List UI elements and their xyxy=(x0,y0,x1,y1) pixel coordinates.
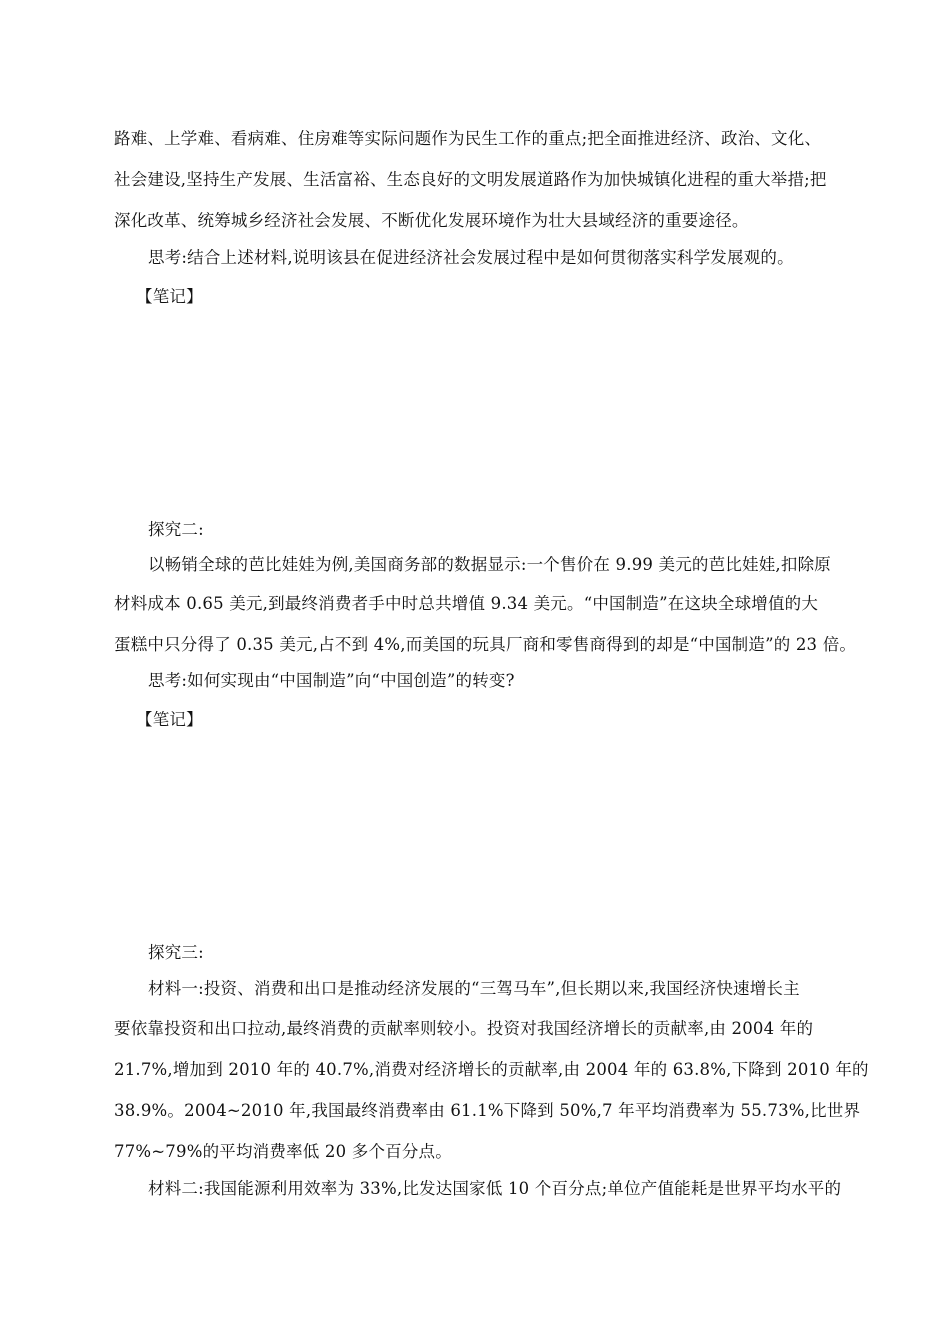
question-2: 思考:如何实现由“中国制造”向“中国创造”的转变? xyxy=(148,671,515,690)
material-1-line: 77%~79%的平均消费率低 20 多个百分点。 xyxy=(114,1142,452,1161)
material-2-line: 材料二:我国能源利用效率为 33%,比发达国家低 10 个百分点;单位产值能耗是世界平均水平的 xyxy=(148,1179,842,1198)
material-1-line: 要依靠投资和出口拉动,最终消费的贡献率则较小。投资对我国经济增长的贡献率,由 2004 年的 xyxy=(114,1019,814,1038)
paragraph-line: 深化改革、统筹城乡经济社会发展、不断优化发展环境作为壮大县域经济的重要途径。 xyxy=(114,211,749,230)
paragraph-line: 以畅销全球的芭比娃娃为例,美国商务部的数据显示:一个售价在 9.99 美元的芭比娃娃,扣除原 xyxy=(148,555,831,574)
notes-label-2: 【笔记】 xyxy=(136,710,203,729)
paragraph-line: 材料成本 0.65 美元,到最终消费者手中时总共增值 9.34 美元。“中国制造”在这块全球增值的大 xyxy=(114,594,819,613)
paragraph-line: 路难、上学难、看病难、住房难等实际问题作为民生工作的重点;把全面推进经济、政治、文化、 xyxy=(114,129,822,148)
section-heading-3: 探究三: xyxy=(148,943,204,962)
material-1-line: 材料一:投资、消费和出口是推动经济发展的“三驾马车”,但长期以来,我国经济快速增长主 xyxy=(148,979,800,998)
paragraph-line: 社会建设,坚持生产发展、生活富裕、生态良好的文明发展道路作为加快城镇化进程的重大举措;把 xyxy=(114,170,827,189)
question-1: 思考:结合上述材料,说明该县在促进经济社会发展过程中是如何贯彻落实科学发展观的。 xyxy=(148,248,794,267)
notes-label-1: 【笔记】 xyxy=(136,287,203,306)
paragraph-line: 蛋糕中只分得了 0.35 美元,占不到 4%,而美国的玩具厂商和零售商得到的却是“中国制造”的 23 倍。 xyxy=(114,635,857,654)
material-1-line: 38.9%。2004~2010 年,我国最终消费率由 61.1%下降到 50%,7 年平均消费率为 55.73%,比世界 xyxy=(114,1101,861,1120)
section-heading-2: 探究二: xyxy=(148,520,204,539)
material-1-line: 21.7%,增加到 2010 年的 40.7%,消费对经济增长的贡献率,由 2004 年的 63.8%,下降到 2010 年的 xyxy=(114,1060,869,1079)
